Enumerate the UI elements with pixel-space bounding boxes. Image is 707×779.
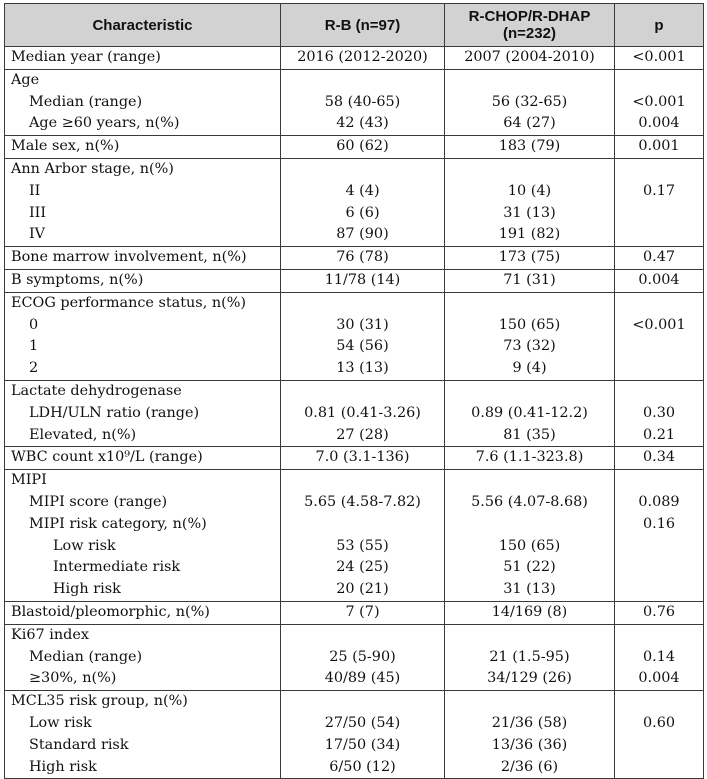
characteristic-text: Bone marrow involvement, n(%) [11,249,247,266]
characteristic-text: Median year (range) [11,49,161,65]
rb-text: 11/78 (14) [324,271,401,288]
rb-cell [281,247,445,270]
p-value-text [621,735,697,757]
rb-text: 6/50 (12) [329,758,396,775]
p-value-text: 0.47 [642,249,676,266]
rb-text: 30 (31) [336,316,389,333]
rb-text: 25 (5-90) [329,648,396,665]
p-value-cell [615,269,704,292]
p-value-text [621,293,697,315]
p-value-cell [615,447,704,470]
characteristic-text: Ki67 index [11,626,89,643]
rchop-text: 183 (79) [498,138,561,155]
p-value-text [621,381,697,403]
rb-text [287,691,438,713]
table-row [5,158,704,246]
characteristics-table [4,3,704,779]
p-value-text: 0.76 [642,603,676,620]
rb-cell [281,136,445,159]
table-row [5,624,704,690]
characteristic-cell [5,691,281,779]
characteristic-cell [5,380,281,446]
rb-text: 20 (21) [336,581,389,598]
rchop-text [451,691,608,713]
rchop-text: 191 (82) [498,226,561,243]
p-value-text [621,336,697,358]
characteristic-text: ECOG performance status, n(%) [11,294,247,311]
rb-text: 53 (55) [336,537,389,554]
p-value-text: <0.001 [632,93,686,110]
characteristic-text: Standard risk [29,736,129,753]
rchop-cell [445,158,615,246]
table-header-row [5,4,704,47]
p-value-text [621,358,697,380]
rb-text [287,381,438,403]
p-value-text: 0.004 [638,115,680,132]
rb-text: 76 (78) [336,249,389,266]
rchop-text: 73 (32) [503,338,556,355]
rb-text: 17/50 (34) [324,736,401,753]
rchop-text: 64 (27) [503,115,556,132]
rb-text: 58 (40-65) [324,93,401,110]
table-row [5,47,704,70]
table-row [5,292,704,380]
rchop-text: 31 (13) [503,204,556,221]
p-value-text: 0.001 [638,138,680,155]
rb-cell [281,601,445,624]
characteristic-cell [5,47,281,70]
rchop-text [451,470,608,492]
rchop-text: 7.6 (1.1-323.8) [475,449,584,466]
header-rchop [445,4,615,47]
p-value-cell [615,158,704,246]
rchop-text: 14/169 (8) [491,603,568,620]
rb-text: 5.65 (4.58-7.82) [304,493,421,510]
characteristic-text: High risk [53,581,121,598]
rb-cell [281,624,445,690]
rchop-cell [445,136,615,159]
p-value-text [621,625,697,647]
characteristic-cell [5,470,281,602]
p-value-text [621,579,697,601]
p-value-text: 0.34 [642,449,676,466]
rb-text: 87 (90) [336,226,389,243]
p-value-text: 0.21 [642,426,676,443]
characteristic-cell [5,601,281,624]
characteristic-text: Age [11,71,40,88]
p-value-text [621,757,697,779]
rb-text [287,470,438,492]
p-value-cell [615,136,704,159]
p-value-text: <0.001 [632,49,686,65]
rb-text: 7.0 (3.1-136) [315,449,410,466]
rchop-text [451,70,608,92]
characteristic-cell [5,158,281,246]
rchop-text: 51 (22) [503,559,556,576]
rb-text [287,514,438,536]
p-value-text: 0.089 [638,493,680,510]
header-rchop-line2: (n=232) [503,25,556,42]
rchop-cell [445,601,615,624]
table-row [5,69,704,135]
characteristic-text: 1 [29,338,39,355]
p-value-text [621,691,697,713]
table-row [5,470,704,602]
characteristic-text: Low risk [29,714,92,731]
characteristic-cell [5,292,281,380]
characteristic-text: Lactate dehydrogenase [11,382,182,399]
p-value-text [621,70,697,92]
rb-cell [281,269,445,292]
rb-text: 6 (6) [345,204,380,221]
p-value-text: <0.001 [632,316,686,333]
characteristic-text: MIPI risk category, n(%) [29,515,207,532]
table-row [5,269,704,292]
rchop-cell [445,447,615,470]
characteristic-text: II [29,182,41,199]
rb-text: 2016 (2012-2020) [297,49,428,65]
table-container [4,3,704,779]
p-value-cell [615,601,704,624]
table-row [5,447,704,470]
p-value-cell [615,247,704,270]
rchop-text: 173 (75) [498,249,561,266]
characteristic-cell [5,447,281,470]
table-row [5,247,704,270]
header-characteristic: Characteristic [5,4,281,47]
rb-cell [281,691,445,779]
p-value-cell [615,691,704,779]
rchop-text: 31 (13) [503,581,556,598]
rb-text [287,293,438,315]
rchop-cell [445,47,615,70]
characteristic-text: LDH/ULN ratio (range) [29,404,200,421]
rchop-text: 2/36 (6) [500,758,559,775]
p-value-text [621,470,697,492]
characteristic-text: ≥30%, n(%) [29,670,117,687]
table-body [5,47,704,779]
characteristic-cell [5,624,281,690]
rb-cell [281,447,445,470]
rchop-text: 10 (4) [507,182,552,199]
characteristic-text: III [29,204,47,221]
characteristic-cell [5,247,281,270]
characteristic-text: WBC count x10⁹/L (range) [11,449,203,466]
characteristic-text: Age ≥60 years, n(%) [29,115,180,132]
rchop-text [451,159,608,181]
characteristic-text: Elevated, n(%) [29,426,137,443]
rchop-text: 71 (31) [503,271,556,288]
p-value-cell [615,69,704,135]
rchop-text: 5.56 (4.07-8.68) [471,493,588,510]
p-value-cell [615,624,704,690]
rchop-cell [445,247,615,270]
rchop-cell [445,69,615,135]
characteristic-text: Intermediate risk [53,559,181,576]
rb-text: 0.81 (0.41-3.26) [304,404,421,421]
rchop-text: 13/36 (36) [491,736,568,753]
rb-text: 13 (13) [336,360,389,377]
p-value-text [621,159,697,181]
rchop-cell [445,380,615,446]
p-value-cell [615,292,704,380]
rb-text [287,159,438,181]
characteristic-text: Median (range) [29,648,143,665]
table-row [5,136,704,159]
table-row [5,380,704,446]
p-value-text [621,557,697,579]
characteristic-text: MCL35 risk group, n(%) [11,693,188,710]
rchop-cell [445,691,615,779]
p-value-text: 0.30 [642,404,676,421]
rb-text: 42 (43) [336,115,389,132]
rchop-text [451,514,608,536]
rchop-text: 21/36 (58) [491,714,568,731]
p-value-cell [615,470,704,602]
rchop-text: 0.89 (0.41-12.2) [471,404,588,421]
rchop-text: 81 (35) [503,426,556,443]
characteristic-cell [5,69,281,135]
rchop-cell [445,470,615,602]
table-row [5,691,704,779]
rchop-cell [445,292,615,380]
characteristic-cell [5,269,281,292]
characteristic-text: MIPI score (range) [29,493,168,510]
rb-text: 40/89 (45) [324,670,401,687]
characteristic-text: IV [29,226,46,243]
p-value-text: 0.004 [638,271,680,288]
rchop-text [451,293,608,315]
rb-cell [281,158,445,246]
rchop-text [451,381,608,403]
characteristic-text: Ann Arbor stage, n(%) [11,160,174,177]
rchop-text [451,625,608,647]
characteristic-text: 2 [29,360,39,377]
characteristic-text: B symptoms, n(%) [11,271,144,288]
characteristic-text: Low risk [53,537,116,554]
p-value-text: 0.16 [642,515,676,532]
rb-text: 54 (56) [336,338,389,355]
header-p: p [615,4,704,47]
rchop-cell [445,624,615,690]
rchop-cell [445,269,615,292]
p-value-text [621,224,697,246]
rchop-text: 150 (65) [498,537,561,554]
characteristic-text: High risk [29,758,97,775]
rb-cell [281,380,445,446]
rchop-text: 150 (65) [498,316,561,333]
rb-cell [281,47,445,70]
rchop-text: 34/129 (26) [487,670,572,687]
rb-cell [281,69,445,135]
p-value-text [621,203,697,225]
characteristic-cell [5,136,281,159]
p-value-cell [615,47,704,70]
rb-text [287,70,438,92]
rb-cell [281,470,445,602]
rb-text: 27 (28) [336,426,389,443]
rb-text: 4 (4) [345,182,380,199]
characteristic-text: 0 [29,316,39,333]
rb-cell [281,292,445,380]
table-row [5,601,704,624]
rb-text: 27/50 (54) [324,714,401,731]
header-rchop-line1: R-CHOP/R-DHAP [468,8,591,25]
rchop-text: 21 (1.5-95) [489,648,570,665]
p-value-text: 0.60 [642,714,676,731]
characteristic-text: Blastoid/pleomorphic, n(%) [11,603,210,620]
rb-text: 24 (25) [336,559,389,576]
rchop-text: 2007 (2004-2010) [464,49,595,65]
rchop-text: 56 (32-65) [491,93,568,110]
rb-text [287,625,438,647]
rb-text: 7 (7) [345,603,380,620]
characteristic-text: Median (range) [29,93,143,110]
rchop-text: 9 (4) [512,360,547,377]
p-value-text: 0.14 [642,648,676,665]
p-value-text: 0.004 [638,670,680,687]
p-value-text [621,536,697,558]
p-value-text: 0.17 [642,182,676,199]
p-value-cell [615,380,704,446]
rb-text: 60 (62) [336,138,389,155]
characteristic-text: MIPI [11,472,47,489]
header-rb: R-B (n=97) [281,4,445,47]
characteristic-text: Male sex, n(%) [11,138,120,155]
